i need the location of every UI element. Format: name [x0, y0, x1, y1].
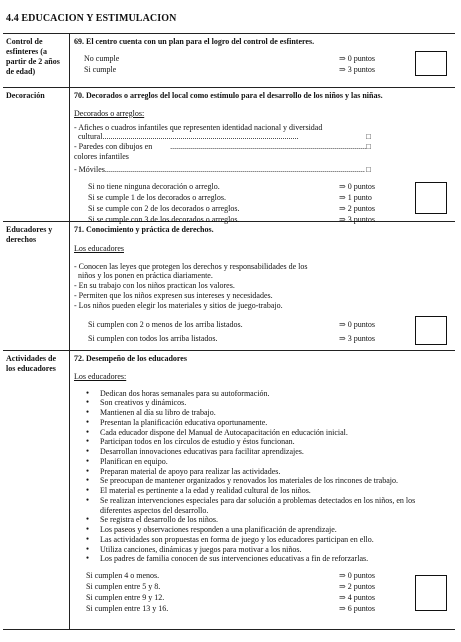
score-block: [74, 571, 451, 615]
score-option: Si se cumple 1 de los decorados o arreglos. ⇒ 1 punto: [88, 193, 372, 203]
row-control-esfinteres: [3, 34, 455, 87]
list-item: niños y los ponen en práctica diariamente.: [78, 271, 213, 281]
score-block: [74, 182, 451, 226]
list-item: ● Participan todos en los círculos de estudio y éstos funcionan.: [74, 437, 451, 447]
score-option: Si se cumple con 2 de los decorados o arreglos. ⇒ 2 puntos: [88, 204, 376, 214]
row-decoracion: [3, 87, 455, 225]
list-item: cultural .................................................................................................. □: [78, 132, 371, 142]
score-box[interactable]: [415, 575, 447, 611]
row-label: Control de esfinteres (a partir de 2 años de edad): [3, 34, 70, 87]
list-item: ● Presentan la planificación educativa oportunamente.: [74, 418, 451, 428]
subtitle: Los educadores:: [74, 371, 127, 381]
score-option: Si se cumple con 3 de los decorados o arreglos. ⇒ 3 puntos: [88, 215, 376, 225]
list-item: ● Planifican en equipo.: [74, 457, 451, 467]
score-block: [74, 320, 451, 345]
list-item: ● Preparan material de apoyo para realizar las actividades.: [74, 467, 451, 477]
list-item: ● Cada educador dispone del Manual de Autocapacitación en educación inicial.: [74, 428, 451, 438]
list-item: - Afiches o cuadros infantiles que representen identidad nacional y diversidad: [74, 122, 323, 132]
section-heading: 4.4 EDUCACION Y ESTIMULACION: [6, 13, 177, 24]
list-item: ● Utiliza canciones, dinámicas y juegos para motivar a los niños.: [74, 545, 451, 555]
score-block: [74, 54, 451, 76]
list-item: - Conocen las leyes que protegen los derechos y responsabilidades de los: [74, 261, 308, 271]
score-box[interactable]: [415, 182, 447, 214]
evaluation-table: [3, 33, 455, 630]
row-actividades-educadores: [3, 350, 455, 629]
list-item: ● Los paseos y observaciones responden a una planificación de aprendizaje.: [74, 525, 451, 535]
subtitle: Decorados o arreglos:: [74, 108, 145, 118]
row-content: [70, 34, 455, 87]
score-option: Si cumplen entre 9 y 12. ⇒ 4 puntos: [86, 593, 376, 602]
list-item: ● Se preocupan de mantener organizados y renovados los materiales de los rincones de trabajo.: [74, 476, 451, 486]
row-label: Decoración: [3, 88, 70, 221]
list-item: - Los niños pueden elegir los materiales y sitios de juego-trabajo.: [74, 300, 283, 310]
row-educadores-derechos: [3, 221, 455, 350]
row-content: [70, 351, 455, 629]
score-option: Si cumplen entre 13 y 16. ⇒ 6 puntos: [86, 604, 376, 613]
row-content: [70, 88, 455, 225]
list-item: ● Son creativos y dinámicos.: [74, 398, 451, 408]
subtitle: Los educadores: [74, 243, 124, 253]
question-title: 71. Conocimiento y práctica de derechos.: [74, 225, 214, 234]
list-item: ● Se registra el desarrollo de los niños.: [74, 515, 451, 525]
checkbox-icon[interactable]: □: [366, 142, 371, 151]
score-option: Si cumplen entre 5 y 8. ⇒ 2 puntos: [86, 582, 376, 591]
checkbox-icon[interactable]: □: [366, 132, 371, 142]
score-box[interactable]: [415, 316, 447, 345]
score-option: Si cumplen 4 o menos. ⇒ 0 puntos: [86, 571, 376, 580]
list-item: - Paredes con dibujos en colores infantiles .................................................................................................. □: [74, 142, 371, 161]
question-title: 72. Desempeño de los educadores: [74, 354, 187, 363]
score-box[interactable]: [415, 51, 447, 76]
score-option: Si cumplen con 2 o menos de los arriba listados. ⇒ 0 puntos: [88, 320, 376, 330]
list-item: ● El material es pertinente a la edad y realidad cultural de los niños.: [74, 486, 451, 496]
list-item: - Móviles .................................................................................................................................. □: [74, 164, 371, 174]
list-item: ● Las actividades son propuestas en forma de juego y los educadores participan en ello.: [74, 535, 451, 545]
question-title: 70. Decorados o arreglos del local como estímulo para el desarrollo de los niños y las niñas.: [74, 91, 383, 100]
list-item: ● Se realizan intervenciones especiales para dar solución a problemas detectados en los niños, en los diferentes aspectos del desarrollo.: [74, 496, 451, 516]
list-item: ● Los padres de familia conocen de sus intervenciones educativas a fin de reforzarlas.: [74, 554, 451, 564]
row-label: Actividades de los educadores: [3, 351, 70, 629]
list-item: ● Mantienen al día su libro de trabajo.: [74, 408, 451, 418]
checkbox-icon[interactable]: □: [366, 164, 371, 174]
list-item: - Permiten que los niños expresen sus intereses y necesidades.: [74, 290, 273, 300]
list-item: ● Dedican dos horas semanales para su autoformación.: [74, 389, 451, 399]
score-option: No cumple ⇒ 0 puntos: [84, 53, 376, 63]
score-option: Si cumple ⇒ 3 puntos: [84, 64, 376, 74]
score-option: Si cumplen con todos los arriba listados. ⇒ 3 puntos: [88, 334, 376, 344]
score-option: Si no tiene ninguna decoración o arreglo. ⇒ 0 puntos: [88, 182, 376, 192]
question-title: 69. El centro cuenta con un plan para el logro del control de esfinteres.: [74, 37, 315, 46]
list-item: - En su trabajo con los niños practican los valores.: [74, 281, 235, 290]
row-content: [70, 222, 455, 350]
row-label: Educadores y derechos: [3, 222, 70, 350]
list-item: ● Desarrollan innovaciones educativas para facilitar aprendizajes.: [74, 447, 451, 457]
